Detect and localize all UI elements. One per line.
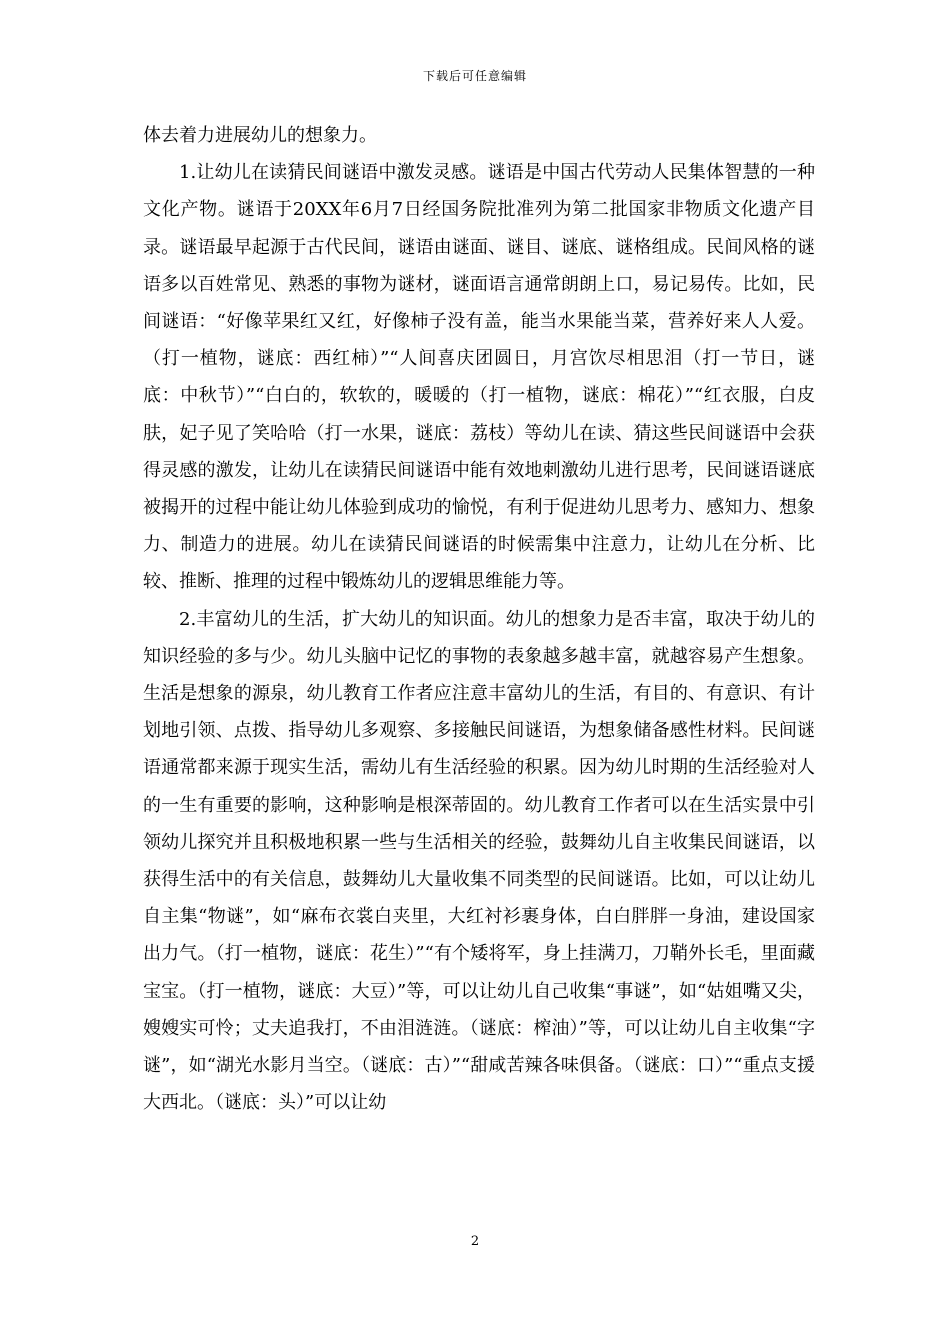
paragraph-2: 2.丰富幼儿的生活，扩大幼儿的知识面。幼儿的想象力是否丰富，取决于幼儿的知识经验的多与少。幼儿头脑中记忆的事物的表象越多越丰富，就越容易产生想象。生活是想象的源泉，幼儿教育工作者应注意丰富幼儿的生活，有目的、有意识、有计划地引领、点拨、指导幼儿多观察、多接触民间谜语，为想象储备感性材料。民间谜语通常都来源于现实生活，需幼儿有生活经验的积累。因为幼儿时期的生活经验对人的一生有重要的影响，这种影响是根深蒂固的。幼儿教育工作者可以在生活实景中引领幼儿探究并且积极地积累一些与生活相关的经验，鼓舞幼儿自主收集民间谜语，以获得生活中的有关信息，鼓舞幼儿大量收集不同类型的民间谜语。比如，可以让幼儿自主集“物谜”，如“麻布衣裳白夹里，大红衬衫裹身体，白白胖胖一身油，建设国家出力气。（打一植物，谜底：花生）”“有个矮将军，身上挂满刀，刀鞘外长毛，里面藏宝宝。（打一植物，谜底：大豆）”等，可以让幼儿自己收集“事谜”，如“姑姐嘴又尖，嫂嫂实可怜；丈夫追我打，不由泪涟涟。（谜底：榨油）”等，可以让幼儿自主收集“字谜”，如“湖光水影月当空。（谜底：古）”“甜咸苦辣各味俱备。（谜底：口）”“重点支援大西北。（谜底：头）”可以让幼 [143, 608, 815, 1114]
paragraph-continuation: 体去着力进展幼儿的想象力。 [143, 125, 377, 146]
page-number: 2 [470, 1234, 480, 1249]
paragraph-1: 1.让幼儿在读猜民间谜语中激发灵感。谜语是中国古代劳动人民集体智慧的一种文化产物。谜语于20XX年6月7日经国务院批准列为第二批国家非物质文化遗产目录。谜语最早起源于古代民间，谜语由谜面、谜目、谜底、谜格组成。民间风格的谜语多以百姓常见、熟悉的事物为谜材，谜面语言通常朗朗上口，易记易传。比如，民间谜语：“好像苹果红又红，好像柿子没有盖，能当水果能当菜，营养好来人人爱。（打一植物，谜底：西红柿）”“人间喜庆团圆日，月宫饮尽相思泪（打一节日，谜底：中秋节）”“白白的，软软的，暖暖的（打一植物，谜底：棉花）”“红衣服，白皮肤，妃子见了笑哈哈（打一水果，谜底：荔枝）等幼儿在读、猜这些民间谜语中会获得灵感的激发，让幼儿在读猜民间谜语中能有效地刺激幼儿进行思考，民间谜语谜底被揭开的过程中能让幼儿体验到成功的愉悦，有利于促进幼儿思考力、感知力、想象力、制造力的进展。幼儿在读猜民间谜语的时候需集中注意力，让幼儿在分析、比较、推断、推理的过程中锻炼幼儿的逻辑思维能力等。 [143, 162, 815, 593]
header-note: 下载后可任意编辑 [422, 69, 527, 83]
document-body [143, 117, 815, 1121]
